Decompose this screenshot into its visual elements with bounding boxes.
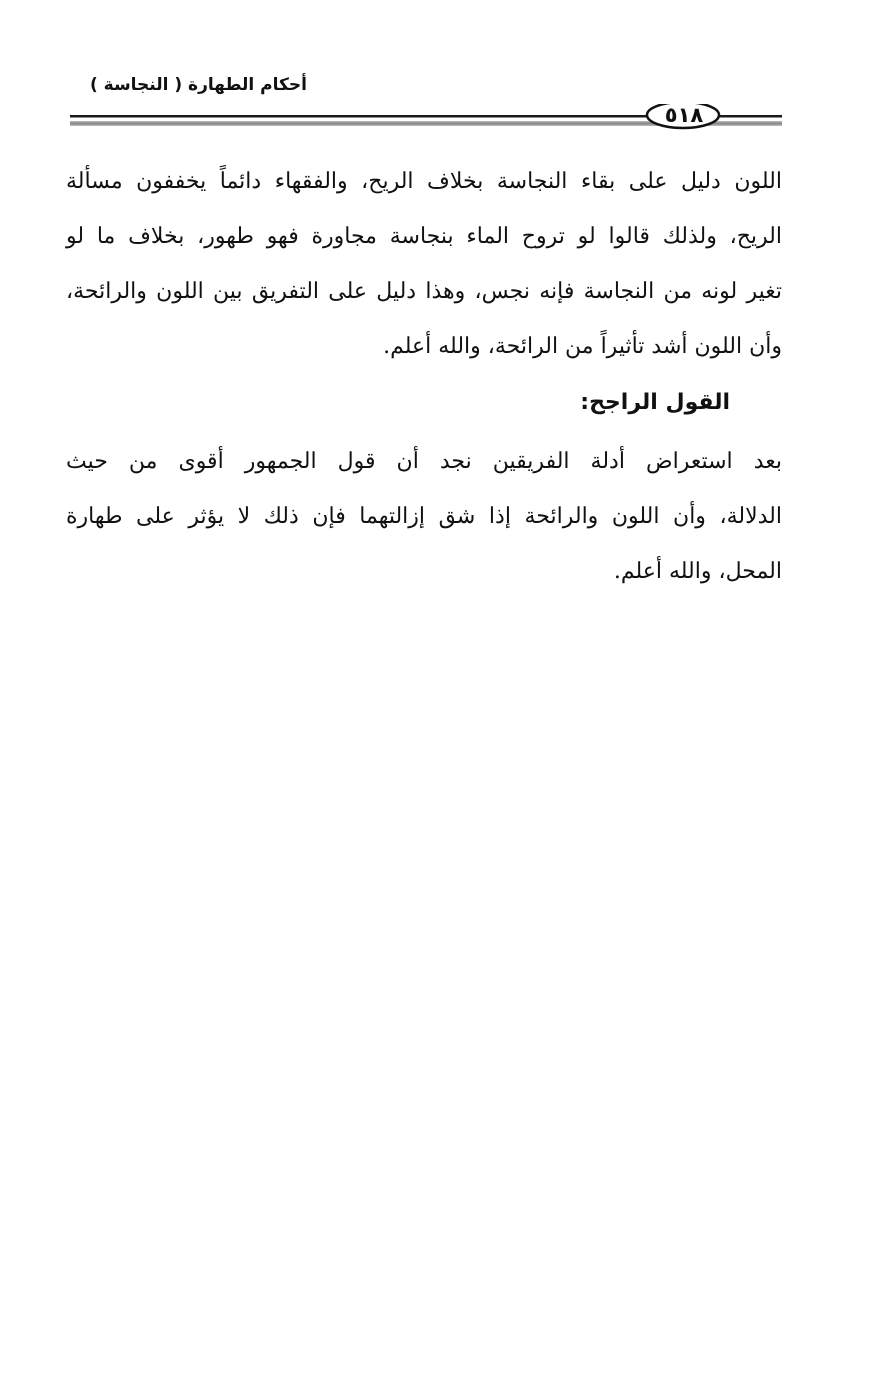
section-heading: القول الراجح: <box>580 390 730 415</box>
paragraph-1-line: وأن اللون أشد تأثيراً من الرائحة، والله أعلم. <box>383 334 782 359</box>
paragraph-1-line: اللون دليل على بقاء النجاسة بخلاف الريح، والفقهاء دائماً يخففون مسألة <box>66 169 782 194</box>
paragraph-2-line: بعد استعراض أدلة الفريقين نجد أن قول الجمهور أقوى من حيث <box>66 449 782 474</box>
running-title: أحكام الطهارة ( النجاسة ) <box>89 75 307 95</box>
paragraph-1 <box>66 154 782 374</box>
paragraph-2-line: المحل، والله أعلم. <box>613 559 782 584</box>
paragraph-2-line: الدلالة، وأن اللون والرائحة إذا شق إزالتهما فإن ذلك لا يؤثر على طهارة <box>66 504 782 529</box>
paragraph-2 <box>66 434 782 599</box>
page-number: ٥١٨ <box>664 103 704 127</box>
paragraph-1-line: تغير لونه من النجاسة فإنه نجس، وهذا دليل على التفريق بين اللون والرائحة، <box>66 279 782 304</box>
paragraph-1-line: الريح، ولذلك قالوا لو تروح الماء بنجاسة مجاورة فهو طهور، بخلاف ما لو <box>66 224 782 249</box>
